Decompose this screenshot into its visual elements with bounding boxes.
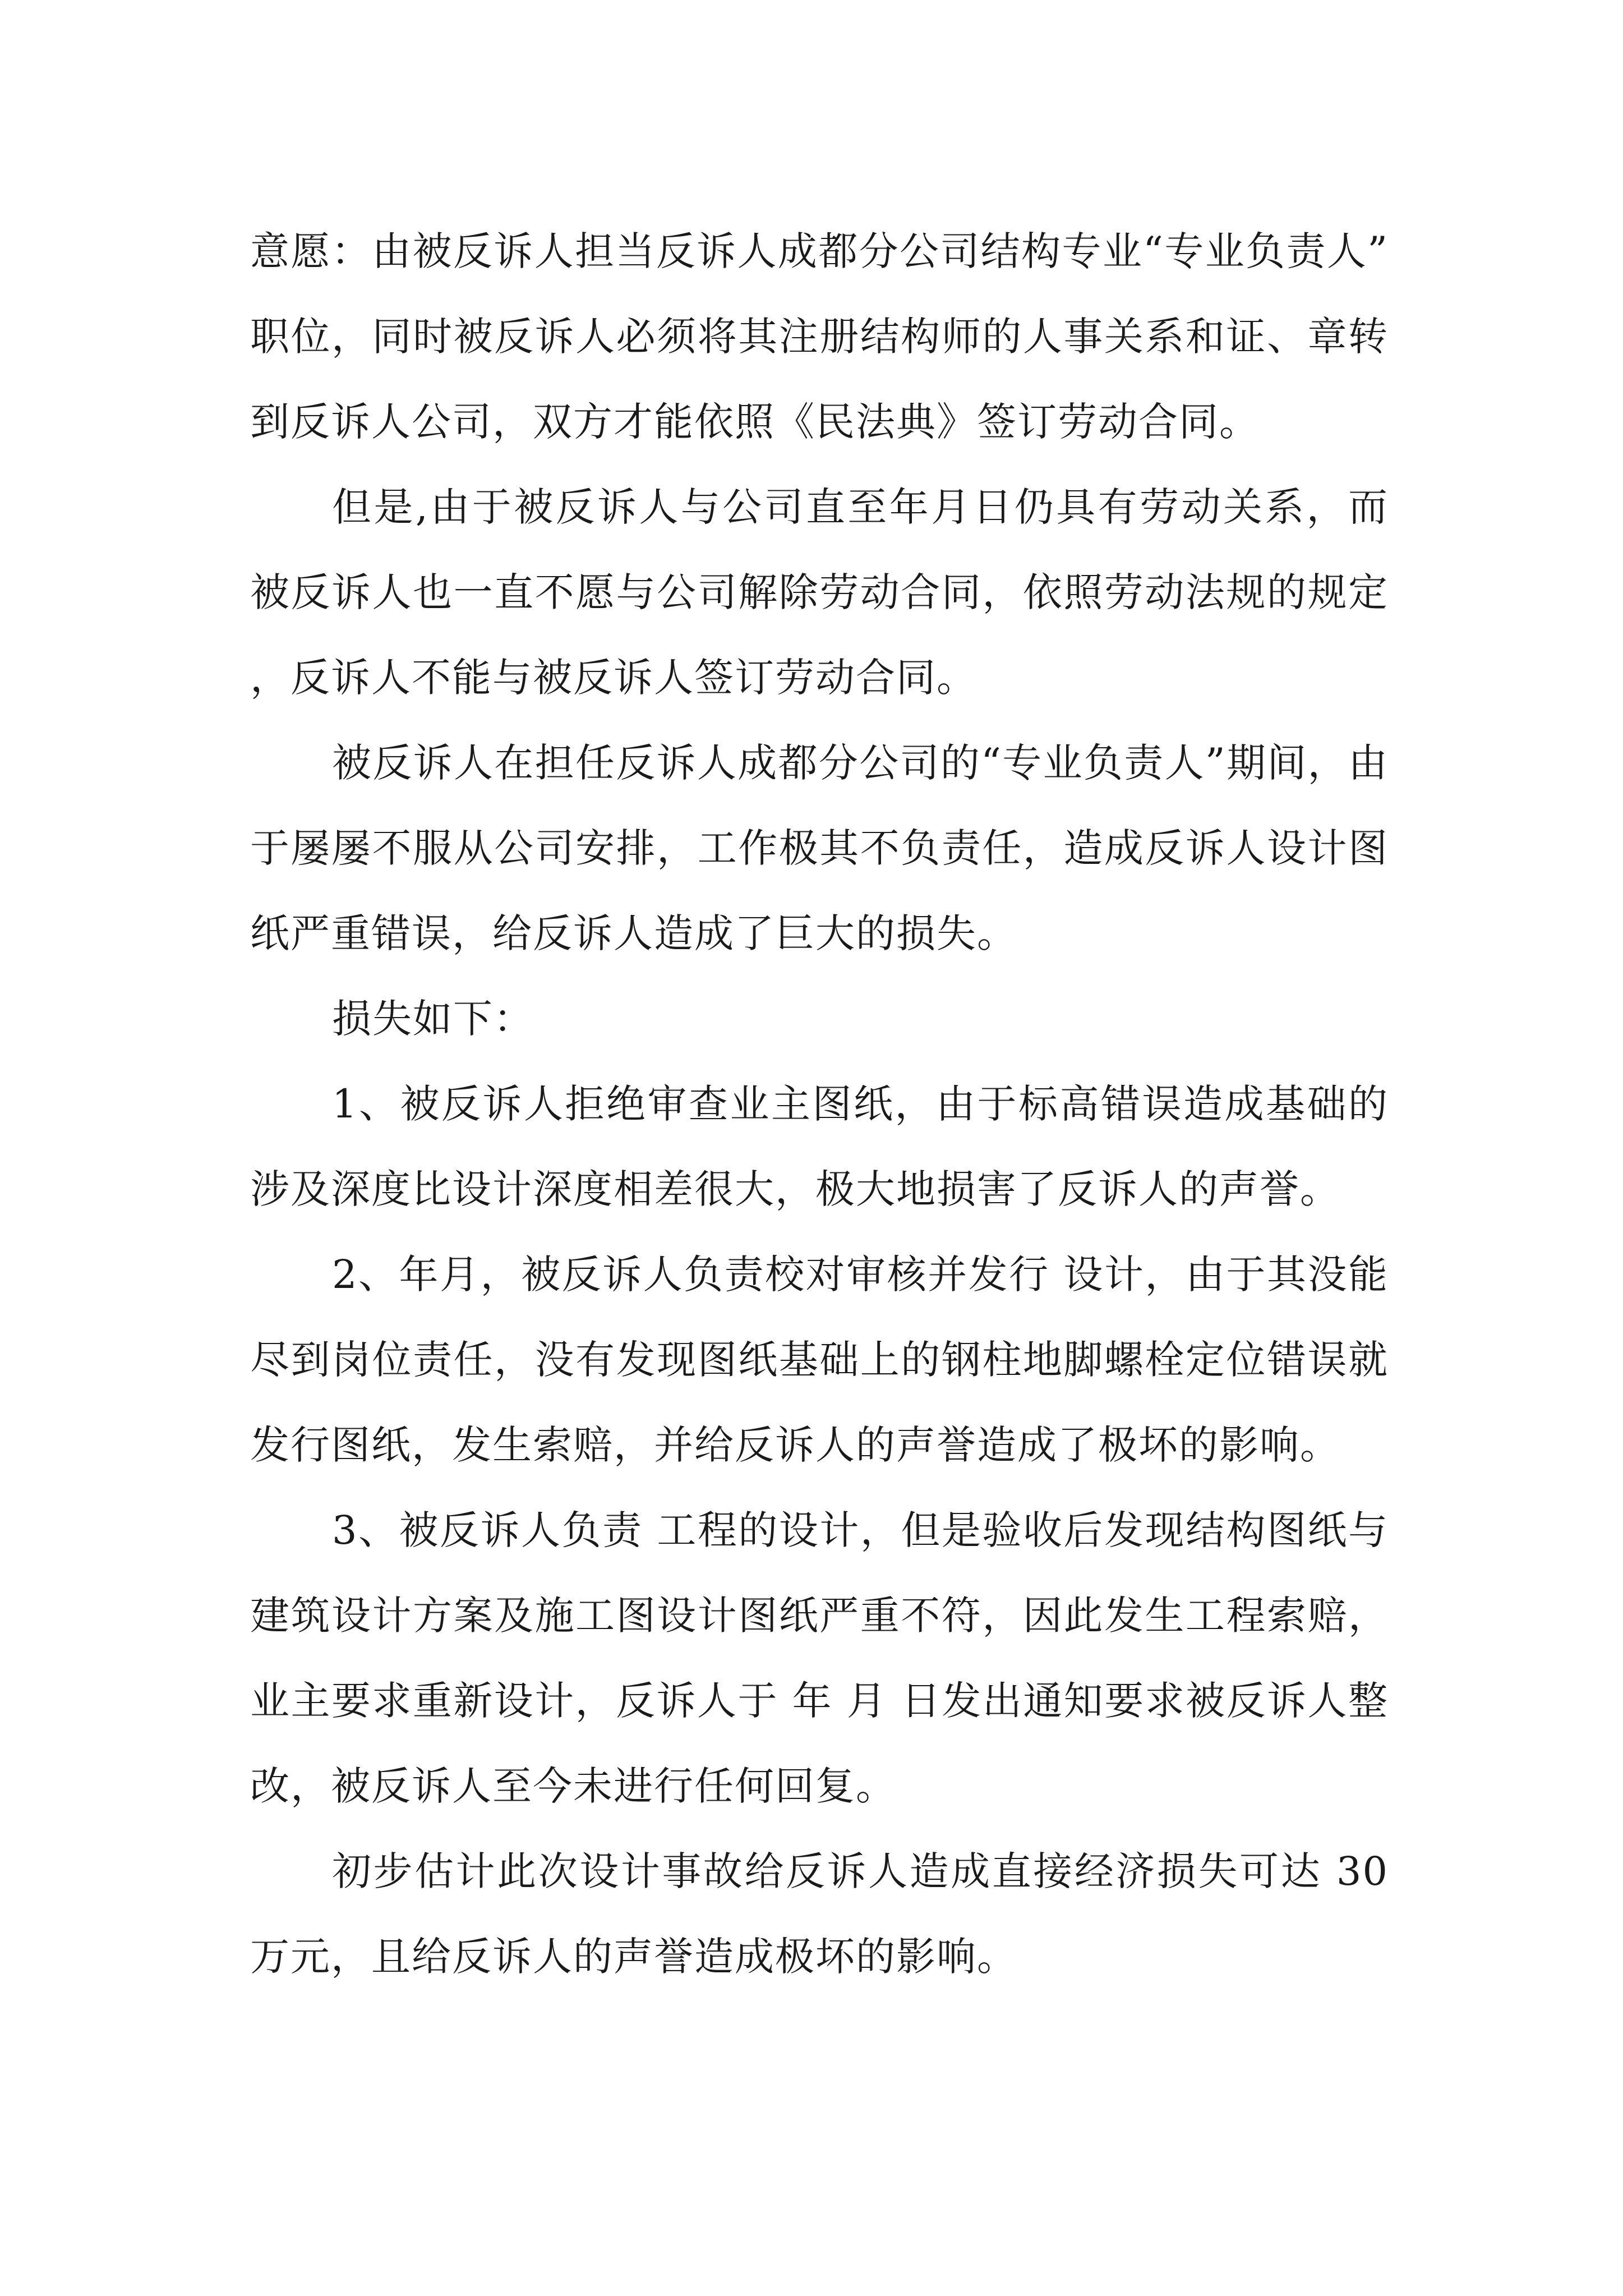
paragraph-loss-estimate: 初步估计此次设计事故给反诉人造成直接经济损失可达 30 万元，且给反诉人的声誉造成极坏的影响。: [250, 1848, 1389, 1980]
list-item-loss-3: 3、被反诉人负责 工程的设计，但是验收后发现结构图纸与建筑设计方案及施工图设计图纸严重不符，因此发生工程索赔，业主要求重新设计，反诉人于 年 月 日发出通知要求被反诉人整改，被反诉人至今未进行任何回复。: [250, 1507, 1389, 1809]
list-item-loss-1: 1、被反诉人拒绝审查业主图纸，由于标高错误造成基础的涉及深度比设计深度相差很大，极大地损害了反诉人的声誉。: [250, 1081, 1389, 1212]
paragraph-labor-relation: 但是,由于被反诉人与公司直至年月日仍具有劳动关系，而被反诉人也一直不愿与公司解除劳动合同，依照劳动法规的规定，反诉人不能与被反诉人签订劳动合同。: [250, 484, 1389, 701]
paragraph-losses-heading: 损失如下：: [332, 996, 534, 1042]
paragraph-intent-continuation: 意愿：由被反诉人担当反诉人成都分公司结构专业“专业负责人”职位，同时被反诉人必须将其注册结构师的人事关系和证、章转到反诉人公司，双方才能依照《民法典》签订劳动合同。: [250, 228, 1389, 445]
paragraph-responsibility-failure: 被反诉人在担任反诉人成都分公司的“专业负责人”期间，由于屡屡不服从公司安排，工作极其不负责任，造成反诉人设计图纸严重错误，给反诉人造成了巨大的损失。: [250, 740, 1389, 956]
document-body: [250, 209, 1389, 1999]
list-item-loss-2: 2、年月，被反诉人负责校对审核并发行 设计，由于其没能尽到岗位责任，没有发现图纸基础上的钢柱地脚螺栓定位错误就发行图纸，发生索赔，并给反诉人的声誉造成了极坏的影响。: [250, 1251, 1389, 1468]
